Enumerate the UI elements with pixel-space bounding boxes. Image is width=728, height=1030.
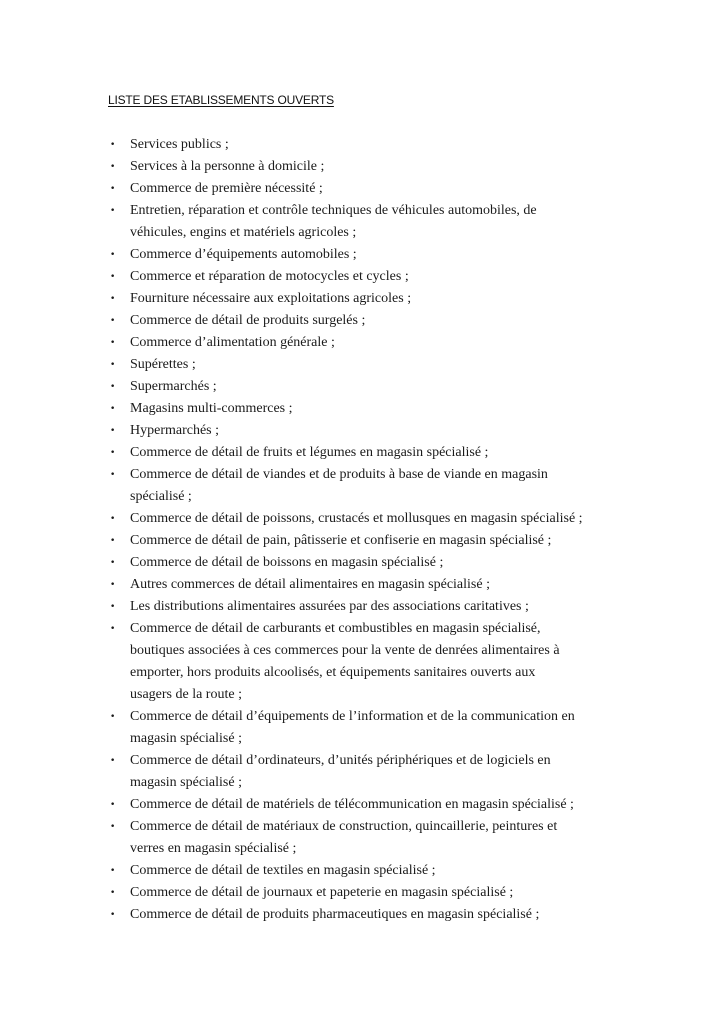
list-item: [106, 332, 646, 354]
list-item: [106, 200, 646, 244]
list-item: [106, 376, 646, 398]
list-item-text: Commerce de détail de matériels de télécommunication en magasin spécialisé ;: [130, 797, 574, 812]
list-item: [106, 530, 646, 552]
list-item-text: Commerce de détail d’ordinateurs, d’unités périphériques et de logiciels en magasin spécialisé ;: [130, 753, 551, 790]
list-item-text: Magasins multi-commerces ;: [130, 401, 293, 416]
bullet-icon: •: [110, 866, 116, 876]
bullet-icon: •: [110, 712, 116, 722]
list-item: [106, 288, 646, 310]
list-item-text: Commerce de détail de matériaux de construction, quincaillerie, peintures et verres en magasin spécialisé ;: [130, 819, 558, 856]
bullet-icon: •: [110, 206, 116, 216]
list-item: [106, 860, 646, 882]
list-item-text: Entretien, réparation et contrôle techniques de véhicules automobiles, de véhicules, engins et matériels agricoles ;: [130, 203, 537, 240]
list-item-text: Commerce de détail de pain, pâtisserie et confiserie en magasin spécialisé ;: [130, 533, 552, 548]
list-item-text: Commerce de détail de poissons, crustacés et mollusques en magasin spécialisé ;: [130, 511, 583, 526]
list-item: [106, 574, 646, 596]
list-item-text: Commerce de détail de journaux et papeterie en magasin spécialisé ;: [130, 885, 514, 900]
bullet-icon: •: [110, 624, 116, 634]
bullet-icon: •: [110, 140, 116, 150]
list-item: [106, 706, 646, 750]
bullet-icon: •: [110, 822, 116, 832]
list-item-text: Supermarchés ;: [130, 379, 217, 394]
bullet-icon: •: [110, 426, 116, 436]
bullet-icon: •: [110, 470, 116, 480]
list-item-text: Commerce d’alimentation générale ;: [130, 335, 335, 350]
list-item: [106, 794, 646, 816]
bullet-icon: •: [110, 404, 116, 414]
bullet-icon: •: [110, 580, 116, 590]
list-item: [106, 596, 646, 618]
list-item-text: Services publics ;: [130, 137, 229, 152]
list-item: [106, 882, 646, 904]
list-item-text: Supérettes ;: [130, 357, 196, 372]
list-item-text: Commerce de détail de textiles en magasin spécialisé ;: [130, 863, 436, 878]
list-item-text: Autres commerces de détail alimentaires en magasin spécialisé ;: [130, 577, 490, 592]
list-item-text: Commerce et réparation de motocycles et cycles ;: [130, 269, 409, 284]
list-item: [106, 508, 646, 530]
list-item: [106, 354, 646, 376]
list-item: [106, 398, 646, 420]
bullet-icon: •: [110, 162, 116, 172]
list-item: [106, 552, 646, 574]
list-item: [106, 178, 646, 200]
bullet-icon: •: [110, 514, 116, 524]
bullet-icon: •: [110, 360, 116, 370]
list-item: [106, 244, 646, 266]
bullet-icon: •: [110, 294, 116, 304]
bullet-icon: •: [110, 184, 116, 194]
list-item: [106, 618, 646, 706]
bullet-icon: •: [110, 536, 116, 546]
bullet-icon: •: [110, 448, 116, 458]
document-heading: LISTE DES ETABLISSEMENTS OUVERTS: [108, 93, 334, 107]
list-item-text: Commerce de détail de produits pharmaceutiques en magasin spécialisé ;: [130, 907, 540, 922]
list-item-text: Fourniture nécessaire aux exploitations agricoles ;: [130, 291, 412, 306]
bullet-icon: •: [110, 888, 116, 898]
bullet-icon: •: [110, 602, 116, 612]
bullet-icon: •: [110, 558, 116, 568]
list-item-text: Commerce de détail de produits surgelés ;: [130, 313, 366, 328]
list-item-text: Commerce d’équipements automobiles ;: [130, 247, 357, 262]
bullet-icon: •: [110, 382, 116, 392]
list-item: [106, 464, 646, 508]
bullet-icon: •: [110, 800, 116, 810]
list-item-text: Les distributions alimentaires assurées par des associations caritatives ;: [130, 599, 529, 614]
list-item: [106, 134, 646, 156]
bullet-icon: •: [110, 250, 116, 260]
list-item: [106, 266, 646, 288]
list-item: [106, 156, 646, 178]
list-item: [106, 816, 646, 860]
bullet-icon: •: [110, 910, 116, 920]
bullet-icon: •: [110, 316, 116, 326]
list-item-text: Commerce de détail de viandes et de produits à base de viande en magasin spécialisé ;: [130, 467, 548, 504]
list-item: [106, 420, 646, 442]
list-item-text: Services à la personne à domicile ;: [130, 159, 325, 174]
list-item-text: Commerce de détail de fruits et légumes en magasin spécialisé ;: [130, 445, 489, 460]
list-item-text: Commerce de première nécessité ;: [130, 181, 323, 196]
list-item: [106, 442, 646, 464]
list-item: [106, 310, 646, 332]
establishments-list: [106, 134, 646, 926]
list-item-text: Commerce de détail de carburants et combustibles en magasin spécialisé, boutiques associées à ces commerces pour la vente de denrées alimentaires à emporter, hors produits alcoolisés, et équipements sanitaires ouverts aux usagers de la route ;: [130, 621, 560, 702]
list-item-text: Hypermarchés ;: [130, 423, 220, 438]
list-item: [106, 904, 646, 926]
bullet-icon: •: [110, 756, 116, 766]
list-item-text: Commerce de détail d’équipements de l’information et de la communication en magasin spécialisé ;: [130, 709, 575, 746]
list-item-text: Commerce de détail de boissons en magasin spécialisé ;: [130, 555, 444, 570]
bullet-icon: •: [110, 272, 116, 282]
list-item: [106, 750, 646, 794]
bullet-icon: •: [110, 338, 116, 348]
